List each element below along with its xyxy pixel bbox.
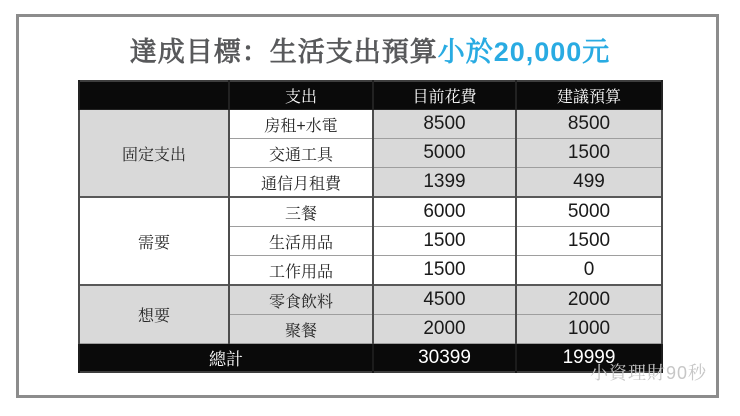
table-row [79,197,662,227]
item-cell: 通信月租費 [229,168,373,198]
current-cell: 1500 [373,227,516,256]
suggested-cell: 5000 [516,197,662,227]
suggested-cell: 1000 [516,315,662,344]
item-cell: 三餐 [229,197,373,227]
current-cell: 8500 [373,110,516,139]
total-suggested: 19999 [516,344,662,373]
total-row [79,344,662,373]
total-current: 30399 [373,344,516,373]
header-current-spend: 目前花費 [373,81,516,110]
category-cell-needs: 需要 [79,197,229,285]
title-text: 達成目標：生活支出預算 [129,37,438,67]
suggested-cell: 499 [516,168,662,198]
budget-table [78,80,663,373]
suggested-cell: 2000 [516,285,662,315]
current-cell: 5000 [373,139,516,168]
current-cell: 4500 [373,285,516,315]
suggested-cell: 1500 [516,139,662,168]
total-label: 總計 [79,344,373,373]
current-cell: 1500 [373,256,516,286]
header-category [79,81,229,110]
category-cell-fixed-expenses: 固定支出 [79,110,229,198]
item-cell: 聚餐 [229,315,373,344]
item-cell: 工作用品 [229,256,373,286]
suggested-cell: 8500 [516,110,662,139]
item-cell: 交通工具 [229,139,373,168]
suggested-cell: 0 [516,256,662,286]
header-expense: 支出 [229,81,373,110]
item-cell: 零食飲料 [229,285,373,315]
header-suggested-budget: 建議預算 [516,81,662,110]
watermark: 小資理財90秒 [589,363,707,383]
category-cell-wants: 想要 [79,285,229,344]
table-header-row [79,81,662,110]
page-title [0,30,740,69]
item-cell: 房租+水電 [229,110,373,139]
title-highlight: 小於20,000元 [437,37,611,67]
current-cell: 6000 [373,197,516,227]
current-cell: 2000 [373,315,516,344]
suggested-cell: 1500 [516,227,662,256]
table-row [79,110,662,139]
item-cell: 生活用品 [229,227,373,256]
current-cell: 1399 [373,168,516,198]
table-row [79,285,662,315]
